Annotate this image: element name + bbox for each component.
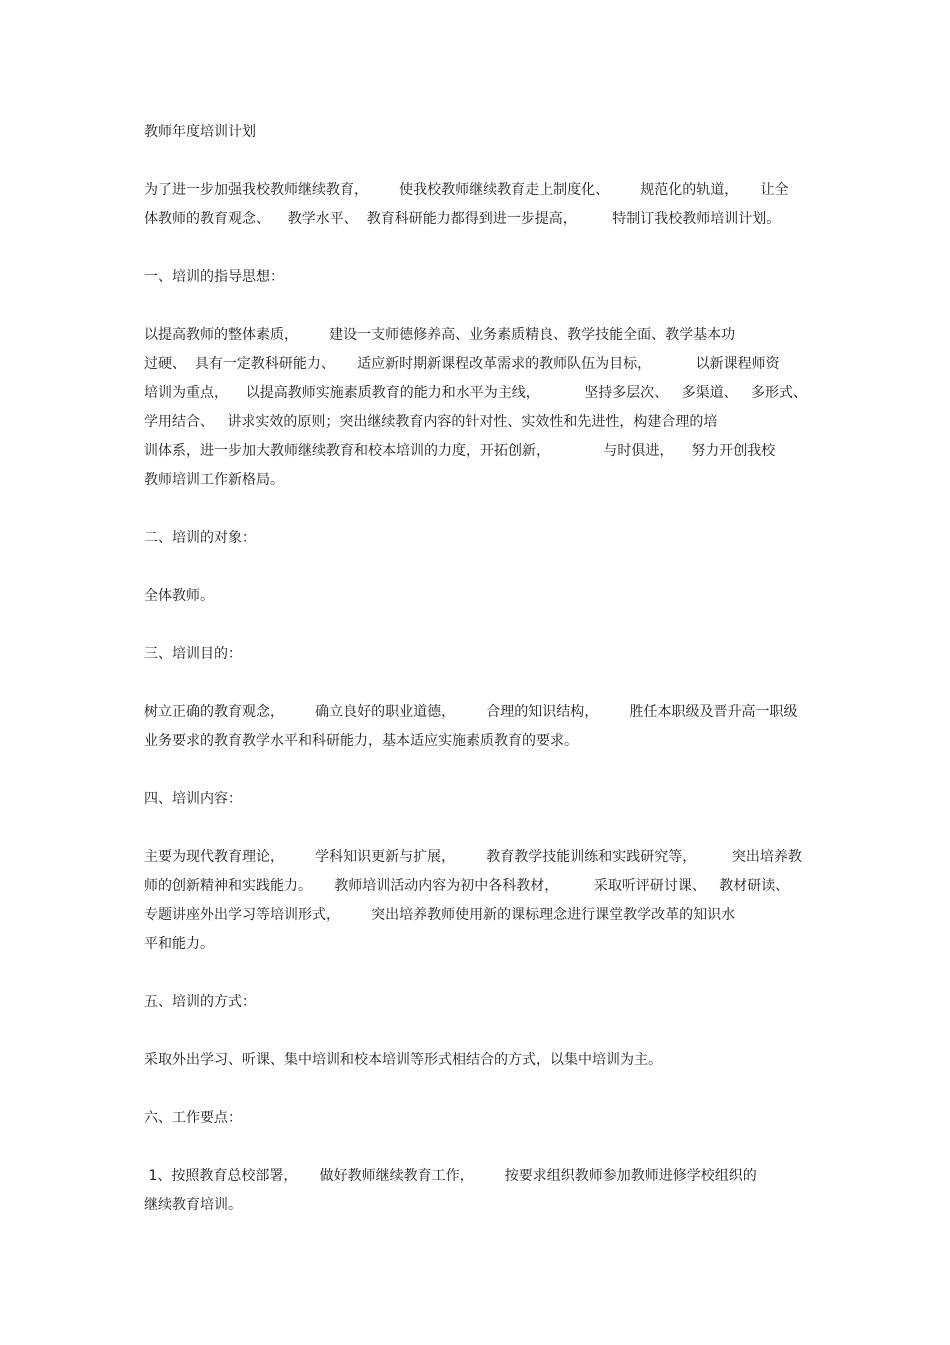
body-line: 培训为重点， 以提高教师实施素质教育的能力和水平为主线， 坚持多层次、 多渠道、 多形式、 bbox=[144, 385, 808, 401]
body-line: 训体系，进一步加大教师继续教育和校本培训的力度，开拓创新， 与时俱进， 努力开创我校 bbox=[144, 443, 776, 459]
body-line: 树立正确的教育观念， 确立良好的职业道德， 合理的知识结构， 胜任本职级及晋升高一职级 bbox=[144, 704, 798, 720]
section-heading-purpose: 三、培训目的： bbox=[144, 646, 242, 662]
body-line: 教师培训工作新格局。 bbox=[144, 472, 284, 488]
body-line: 以提高教师的整体素质， 建设一支师德修养高、业务素质精良、教学技能全面、教学基本功 bbox=[144, 327, 736, 343]
intro-line: 为了进一步加强我校教师继续教育， 使我校教师继续教育走上制度化、 规范化的轨道， 让全 bbox=[144, 182, 789, 198]
section-heading-target: 二、培训的对象： bbox=[144, 530, 256, 546]
body-line: 继续教育培训。 bbox=[144, 1197, 242, 1213]
section-heading-method: 五、培训的方式： bbox=[144, 994, 256, 1010]
body-line: 学用结合、 讲求实效的原则；突出继续教育内容的针对性、实效性和先进性，构建合理的培 bbox=[144, 414, 718, 430]
intro-line: 体教师的教育观念、 教学水平、 教育科研能力都得到进一步提高， 特制订我校教师培训计划。 bbox=[144, 211, 781, 227]
body-line: 师的创新精神和实践能力。 教师培训活动内容为初中各科教材， 采取听评研讨课、 教材研读、 bbox=[144, 878, 790, 894]
section-body-content bbox=[144, 843, 814, 959]
body-line: 平和能力。 bbox=[144, 936, 214, 952]
intro-paragraph bbox=[144, 176, 814, 234]
section-body-method bbox=[144, 1046, 814, 1075]
section-body-purpose bbox=[144, 698, 814, 756]
body-line: 采取外出学习、听课、集中培训和校本培训等形式相结合的方式，以集中培训为主。 bbox=[144, 1052, 662, 1068]
body-line: 过硬、 具有一定教科研能力、 适应新时期新课程改革需求的教师队伍为目标， 以新课程师资 bbox=[144, 356, 780, 372]
body-line: 1、按照教育总校部署， 做好教师继续教育工作， 按要求组织教师参加教师进修学校组织的 bbox=[144, 1168, 757, 1184]
body-line: 专题讲座外出学习等培训形式， 突出培养教师使用新的课标理念进行课堂教学改革的知识水 bbox=[144, 907, 736, 923]
section-body-guiding-thought bbox=[144, 321, 814, 495]
section-body-key-points bbox=[144, 1162, 814, 1220]
section-body-target bbox=[144, 582, 814, 611]
document-page bbox=[144, 118, 814, 1220]
body-line: 业务要求的教育教学水平和科研能力，基本适应实施素质教育的要求。 bbox=[144, 733, 578, 749]
section-heading-content: 四、培训内容： bbox=[144, 791, 242, 807]
section-heading-key-points: 六、工作要点： bbox=[144, 1110, 242, 1126]
section-heading-guiding-thought: 一、培训的指导思想： bbox=[144, 269, 284, 285]
document-title: 教师年度培训计划 bbox=[144, 124, 256, 140]
body-line: 主要为现代教育理论， 学科知识更新与扩展， 教育教学技能训练和实践研究等， 突出培养教 bbox=[144, 849, 802, 865]
body-line: 全体教师。 bbox=[144, 588, 214, 604]
